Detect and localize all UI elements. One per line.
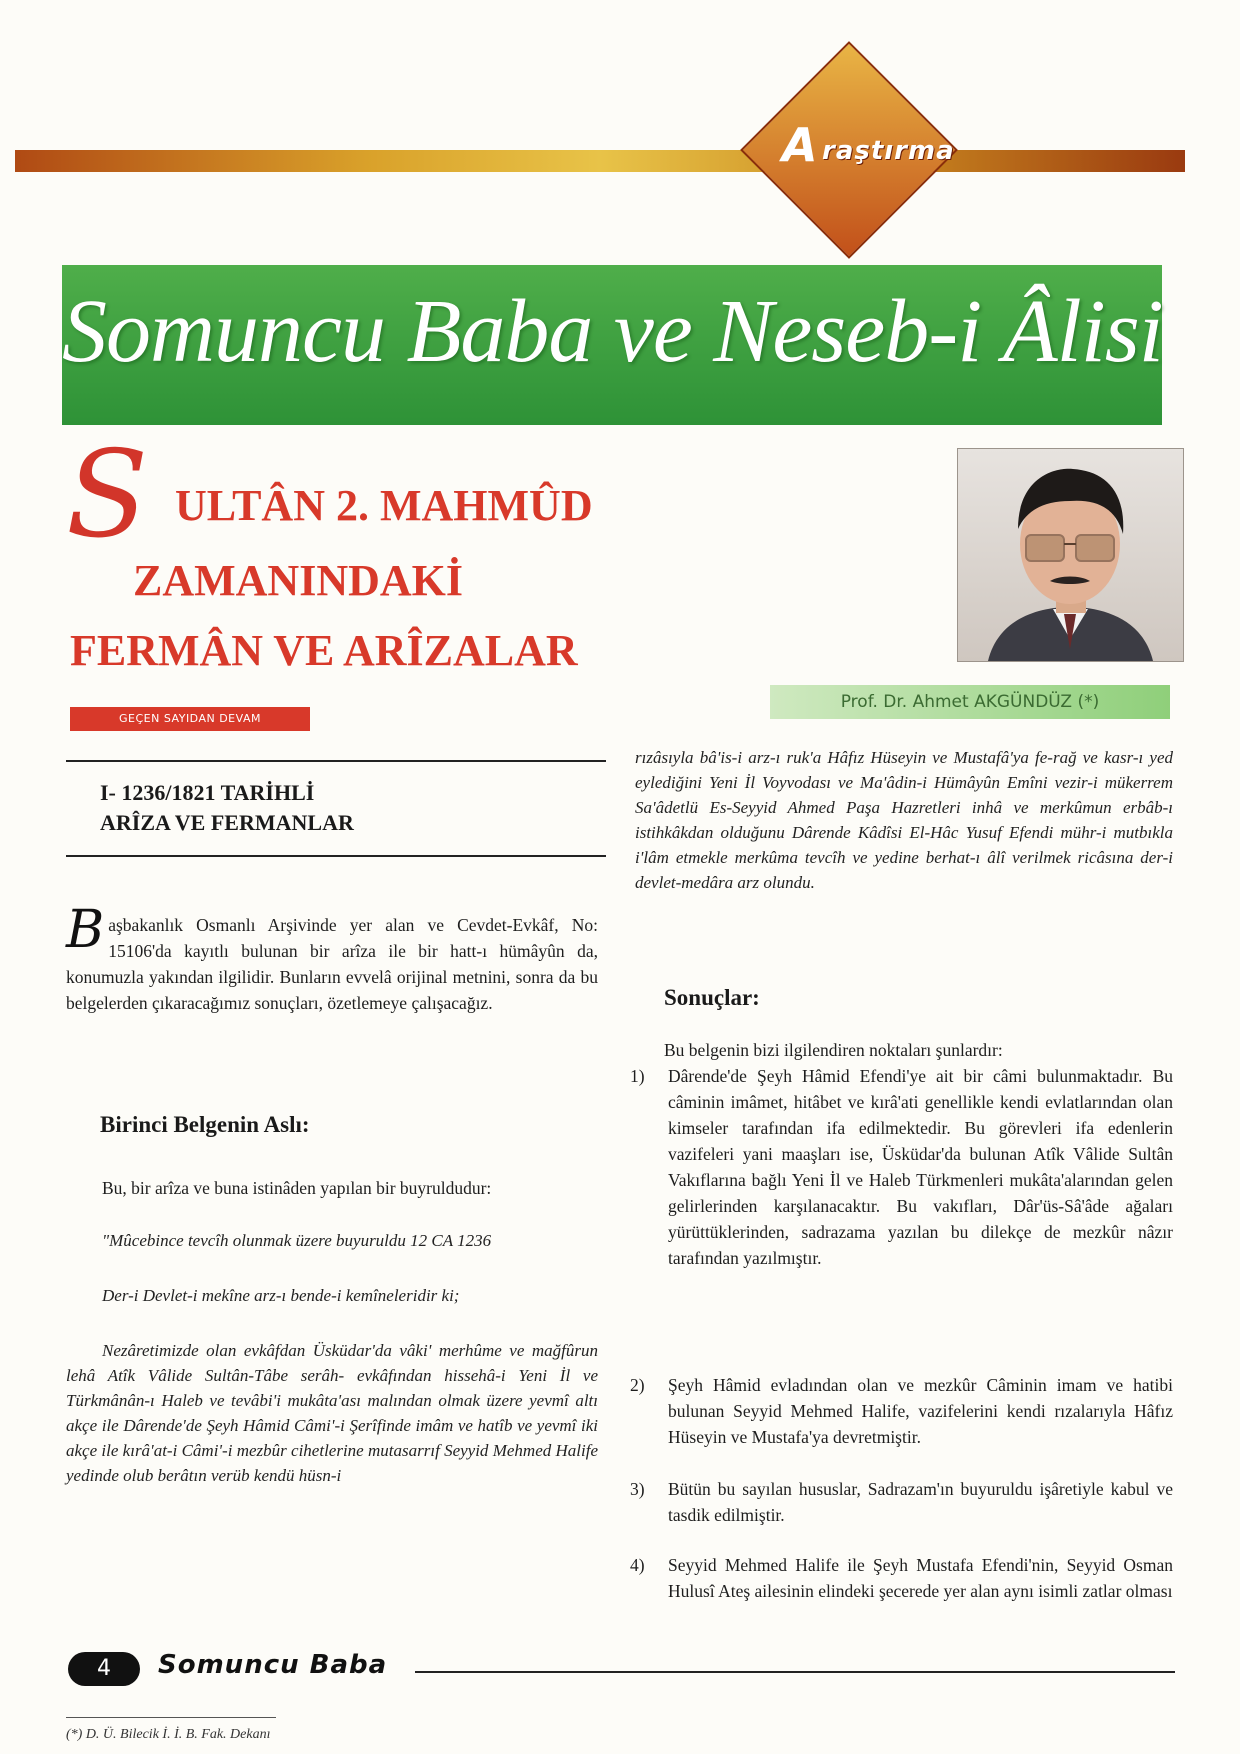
result-text: Seyyid Mehmed Halife ile Şeyh Mustafa Efendi'nin, Seyyid Osman Hulusî Ateş ailesinin elindeki şecerede yer alan aynı isimli zatlar olması [668,1555,1173,1601]
result-number: 3) [630,1479,645,1499]
results-intro: Bu belgenin bizi ilgilendiren noktaları şunlardır: [664,1040,1003,1060]
result-text: Dârende'de Şeyh Hâmid Efendi'ye ait bir câmi bulunmaktadır. Bu câminin imâmet, hitâbet ve kırâ'ati genellikle kendi evlatlarından olan kimseler tarafından ifa edilmektedir. Bu görevleri ifa edenlerin vazifeleri yani maaşları ise, Üsküdar'da bulunan Atîk Vâlide Sultân Vakıflarına bağlı Yeni İl ve Haleb Türkmenleri mukâta'alarından gelen gelirlerinden karşılanacaktır. Bu vakıfları, Dâr'üs-Sâ'âde ağaları yürüttüklerinden, sadrazama yazılan bu dilekçe de mezkûr nâzır tarafından yazılmıştır. [668,1066,1173,1268]
page-number: 4 [68,1652,140,1686]
result-item [630,1552,1173,1604]
heading-rule-top [66,760,606,762]
header-banner-bar [15,150,1185,172]
result-item [630,1063,1173,1271]
page-title: Somuncu Baba ve Neseb-i Âlisi [62,282,1163,381]
document-intro-paragraph: Bu, bir arîza ve buna istinâden yapılan bir buyruldudur: [102,1178,492,1198]
continued-badge: GEÇEN SAYIDAN DEVAM [70,707,310,731]
result-number: 2) [630,1375,645,1395]
result-number: 1) [630,1066,645,1086]
footnote-rule [66,1717,276,1718]
intro-text: aşbakanlık Osmanlı Arşivinde yer alan ve Cevdet-Evkâf, No: 15106'da kayıtlı bulunan bir arîza ile bir hatt-ı hümâyûn da, konumuzla yakından ilgilidir. Bunların evvelâ orijinal metnini, sonra da bu belgelerden çıkaracağımız sonuçları, özetlemeye çalışacağız. [66,915,598,1013]
author-photo [957,448,1184,662]
subtitle-line-3: FERMÂN VE ARÎZALAR [70,626,578,675]
section-heading-1: I- 1236/1821 TARİHLİ ARÎZA VE FERMANLAR [100,780,354,835]
result-item [630,1372,1173,1450]
result-number: 4) [630,1555,645,1575]
section-heading-3: Sonuçlar: [664,985,760,1010]
quote-continuation: rızâsıyla bâ'is-i arz-ı ruk'a Hâfız Hüseyin ve Mustafâ'ya fe-rağ ve kasr-ı yed eylediğini Yeni İl Voyvodası ve Ma'âdin-i Hümâyûn Emîni vezir-i mükerrem Sa'âdetlü Es-Seyyid Ahmed Paşa Hazretleri inhâ ve merkûmun erbâb-ı istihkâkdan olduğunu Dârende Kâdîsi El-Hâc Yusuf Efendi mühr-i mutbıkla i'lâm etmekle merkûma tevcîh ve yedine berhat-ı âlî verilmek ricâsına der-i devlet-medâra arz olundu. [635,748,1173,892]
subtitle-line-2: ZAMANINDAKİ [133,556,463,605]
section-initial: A [782,118,818,172]
intro-paragraph [66,900,598,1016]
author-name: Prof. Dr. Ahmet AKGÜNDÜZ (*) [770,685,1170,719]
result-item [630,1476,1173,1528]
magazine-name: Somuncu Baba [158,1650,388,1680]
footnote: (*) D. Ü. Bilecik İ. İ. B. Fak. Dekanı [66,1727,271,1742]
quote-paragraph-1: "Mûcebince tevcîh olunmak üzere buyuruldu 12 CA 1236 [102,1231,492,1250]
quote-paragraph-2: Der-i Devlet-i mekîne arz-ı bende-i kemîneleridir ki; [102,1286,460,1305]
drop-cap: B [66,900,105,960]
subtitle-line-1: ULTÂN 2. MAHMÛD [175,481,593,530]
author-portrait-illustration [958,449,1183,661]
footer-rule [415,1671,1175,1673]
result-text: Şeyh Hâmid evladından olan ve mezkûr Câminin imam ve hatibi bulunan Seyyid Mehmed Halife, vazifelerini kendi rızalarıyla Hâfız Hüseyin ve Mustafa'ya devretmiştir. [668,1375,1173,1447]
section-heading-2: Birinci Belgenin Aslı: [100,1112,310,1137]
section-label: raştırma [822,136,955,166]
subtitle-initial: S [66,426,149,565]
result-text: Bütün bu sayılan hususlar, Sadrazam'ın buyuruldu işâretiyle kabul ve tasdik edilmiştir. [668,1479,1173,1525]
heading-rule-bottom [66,855,606,857]
quote-paragraph-3: Nezâretimizde olan evkâfdan Üsküdar'da vâki' merhûme ve mağfûrun lehâ Atîk Vâlide Sultân-Tâbe serâh- evkâfından hissehâ-i Yeni İl ve Türkmânân-ı Haleb ve tevâbi'i mukâta'ası malından olmak üzere yevmî altı akçe ile Dârende'de Şeyh Hâmid Câmi'-i Şerîfinde imâm ve hatîb ve yevmî iki akçe ile kırâ'at-i Câmi'-i mezbûr cihetlerine mutasarrıf Seyyid Mehmed Halife yedinde olub berâtın verüb kendü hüsn-i [66,1341,598,1485]
